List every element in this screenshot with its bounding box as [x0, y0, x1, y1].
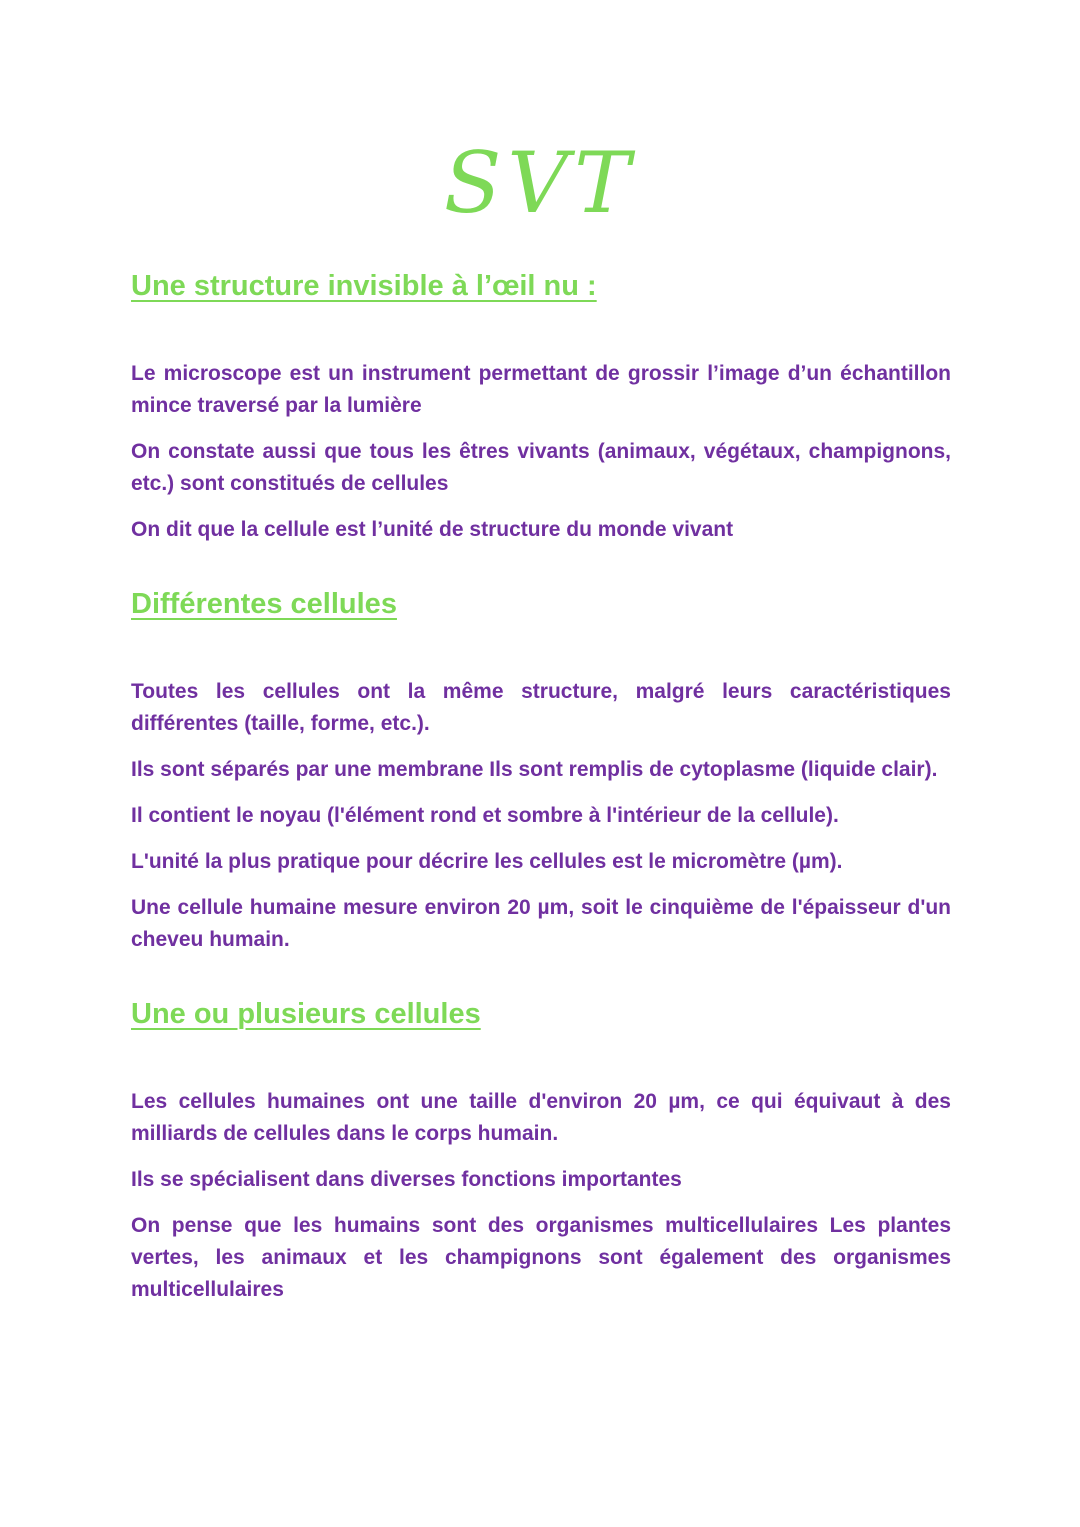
paragraph: Les cellules humaines ont une taille d'environ 20 µm, ce qui équivaut à des milliards de cellules dans le corps humain.	[131, 1090, 951, 1145]
paragraph: L'unité la plus pratique pour décrire les cellules est le micromètre (µm).	[131, 850, 843, 873]
paragraph: On dit que la cellule est l’unité de structure du monde vivant	[131, 518, 734, 541]
section-une-ou-plusieurs-cellules	[131, 994, 951, 1306]
section-structure-invisible	[131, 266, 951, 546]
paragraph: Il contient le noyau (l'élément rond et sombre à l'intérieur de la cellule).	[131, 804, 839, 827]
paragraph: On pense que les humains sont des organismes multicellulaires Les plantes vertes, les animaux et les champignons sont également des organismes multicellulaires	[131, 1214, 951, 1301]
section-heading: Différentes cellules	[131, 588, 397, 620]
section-heading: Une structure invisible à l’œil nu :	[131, 270, 597, 302]
paragraph: Une cellule humaine mesure environ 20 µm, soit le cinquième de l'épaisseur d'un cheveu humain.	[131, 896, 951, 951]
paragraph: Ils sont séparés par une membrane Ils sont remplis de cytoplasme (liquide clair).	[131, 758, 938, 781]
document-body	[131, 266, 951, 1320]
paragraph: Toutes les cellules ont la même structure, malgré leurs caractéristiques différentes (taille, forme, etc.).	[131, 680, 951, 735]
section-differentes-cellules	[131, 584, 951, 956]
paragraph: Ils se spécialisent dans diverses fonctions importantes	[131, 1168, 682, 1191]
paragraph: On constate aussi que tous les êtres vivants (animaux, végétaux, champignons, etc.) sont constitués de cellules	[131, 440, 951, 495]
page-title: SVT	[443, 134, 637, 232]
paragraph: Le microscope est un instrument permettant de grossir l’image d’un échantillon mince traversé par la lumière	[131, 362, 951, 417]
section-heading: Une ou plusieurs cellules	[131, 998, 481, 1030]
